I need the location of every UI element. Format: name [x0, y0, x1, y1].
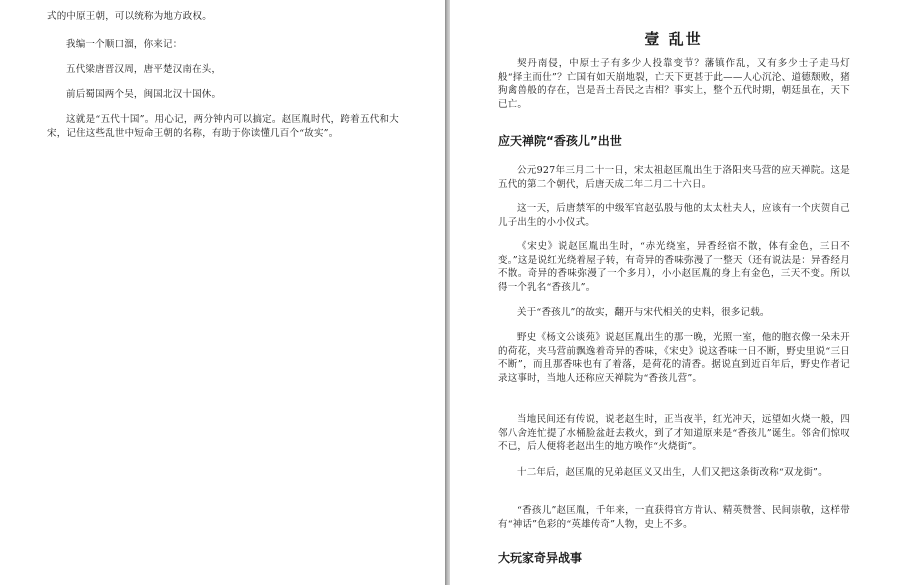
paragraph: 式的中原王朝，可以统称为地方政权。	[47, 11, 212, 22]
paragraph: 《宋史》说赵匡胤出生时，“赤光绕室，异香经宿不散，体有金色，三日不变。”这是说红光绕着屋子转，有奇异的香味弥漫了一整天（还有说法是：异香经月不散。奇异的香味弥漫了一个多月），小小赵匡胤的身上有金色，三天不变。所以得一个乳名“香孩儿”。	[498, 241, 850, 293]
right-page	[450, 0, 897, 585]
paragraph: 这就是“五代十国”。用心记，两分钟内可以搞定。赵匡胤时代，跨着五代和大宋，记住这些乱世中短命王朝的名称，有助于你读懂几百个“故实”。	[47, 114, 399, 139]
intro-paragraph: 契丹南侵，中原士子有多少人投靠变节？藩镇作乱，又有多少士子走马灯般“择主而仕”？亡国有如天崩地裂，亡天下更甚于此——人心沉沦、道德颓败，猪狗禽兽般的存在，岂是吾土吾民之吉相？事实上，整个五代时期，朝廷虽在，天下已亡。	[498, 58, 850, 110]
paragraph: 当地民间还有传说，说老赵生时，正当夜半，红光冲天，远望如火烧一般，四邻八舍连忙提了水桶脸盆赶去救火，到了才知道原来是“香孩儿”诞生。邻舍们惊叹不已，后人便将老赵出生的地方唤作“火烧街”。	[498, 414, 850, 453]
paragraph: 五代梁唐晋汉周，唐平楚汉南在头，	[66, 64, 222, 75]
paragraph: 我编一个顺口溜，你来记：	[66, 39, 183, 50]
left-page	[0, 0, 445, 585]
paragraph: 前后蜀国两个吴，闽国北汉十国休。	[66, 89, 222, 100]
chapter-title: 壹 乱世	[644, 30, 703, 48]
paragraph: 十二年后，赵匡胤的兄弟赵匡义又出生，人们又把这条街改称“双龙街”。	[517, 467, 828, 478]
paragraph: 野史《杨文公谈苑》说赵匡胤出生的那一晚，光照一室，他的胞衣像一朵未开的荷花，夹马营前飘逸着奇异的香味，《宋史》说这香味一日不断，野史里说“三日不断”，而且那香味也有了着落，是荷花的清香。据说直到近百年后，野史作者记录这事时，当地人还称应天禅院为“香孩儿营”。	[498, 332, 850, 384]
section-title: 应天禅院“香孩儿”出世	[498, 134, 622, 148]
paragraph: 公元927年三月二十一日，宋太祖赵匡胤出生于洛阳夹马营的应天禅院。这是五代的第二个朝代，后唐天成二年二月二十六日。	[498, 165, 850, 190]
section-title: 大玩家奇异战事	[498, 551, 583, 565]
paragraph: 这一天，后唐禁军的中级军官赵弘殷与他的太太杜夫人，应该有一个庆贺自己儿子出生的小小仪式。	[498, 203, 850, 228]
paragraph: 关于“香孩儿”的故实，翻开与宋代相关的史料，很多记载。	[517, 307, 770, 318]
paragraph: “香孩儿”赵匡胤，千年来，一直获得官方肯认、精英赞誉、民间崇敬，这样带有“神话”色彩的“英雄传奇”人物，史上不多。	[498, 505, 850, 530]
